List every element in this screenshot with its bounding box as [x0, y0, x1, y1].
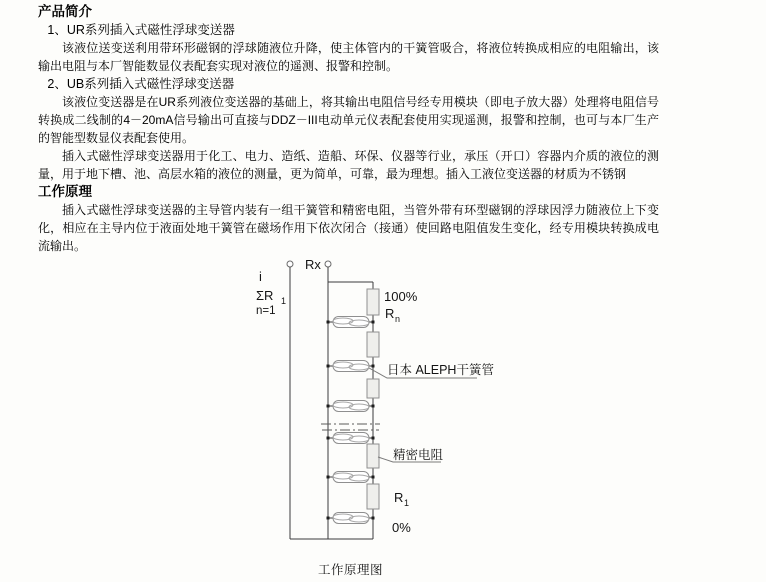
break-dashdot-lines	[321, 424, 380, 430]
terminal-left-icon	[287, 261, 293, 267]
r1-sub-label: 1	[404, 498, 410, 508]
reed-switch	[327, 361, 375, 372]
diagram-caption: 工作原理图	[318, 563, 384, 577]
resistor-r1	[367, 484, 379, 509]
rn-sub-label: n	[395, 314, 401, 324]
precision-resistor-label: 精密电阻	[393, 448, 444, 462]
item-ur-body: 该液位送变送利用带环形磁钢的浮球随液位升降，使主体管内的干簧管吸合，将液位转换成相应的电阻输出，该输出电阻与本厂智能数显仪表配套实现对液位的遥测、报警和控制。	[38, 41, 659, 73]
reed-switch	[327, 317, 375, 328]
section-heading-principle: 工作原理	[38, 184, 92, 199]
item-ur-title: 1、UR系列插入式磁性浮球变送器	[47, 23, 235, 37]
full-scale-label: 100%	[384, 289, 418, 304]
principle-para: 插入式磁性浮球变送器的主导管内装有一组干簧管和精密电阻，当管外带有环型磁钢的浮球因浮力随液位上下变化，相应在主导内位于液面处地干簧管在磁场作用下依次闭合（接通）使回路电阻值发生变化，经专用模块转换成电流输出。	[38, 203, 659, 253]
resistor	[367, 332, 379, 357]
reed-switch	[327, 513, 375, 524]
reed-switch	[327, 472, 375, 483]
resistor	[367, 379, 379, 398]
sum-sub-label: 1	[281, 296, 287, 306]
reed-switch	[327, 433, 375, 444]
reed-switch	[327, 401, 375, 412]
item-ub-body: 该液位变送器是在UR系列液位变送器的基础上，将其输出电阻信号经专用模块（即电子放大器）处理将电阻信号转换成二线制的4－20mA信号输出可直接与DDZ－III电动单元仪表配套使用实现遥测，报警和控制，也可与本厂生产的智能型数显仪表配套使用。	[38, 95, 659, 145]
rn-label: R	[385, 306, 395, 321]
sum-lower-label: n=1	[256, 305, 276, 317]
item-ub-title: 2、UB系列插入式磁性浮球变送器	[47, 77, 235, 91]
section-heading-intro: 产品简介	[38, 4, 92, 19]
zero-scale-label: 0%	[392, 520, 411, 535]
sum-base-label: ΣR	[256, 288, 274, 303]
resistor-rn	[367, 289, 379, 315]
applications-para: 插入式磁性浮球变送器用于化工、电力、造纸、造船、环保、仪器等行业，承压（开口）容器内介质的液位的测量，用于地下槽、池、高层水箱的液位的测量，更为简单，可靠，最为理想。插入工液位变送器的材质为不锈钢	[38, 149, 659, 181]
resistor-precision	[367, 444, 379, 468]
reed-note-label: 日本 ALEPH干簧管	[387, 363, 494, 377]
terminal-rx-icon	[325, 261, 331, 267]
r1-label: R	[394, 490, 404, 505]
sum-upper-label: i	[259, 269, 262, 284]
rx-terminal-label: Rx	[305, 257, 321, 272]
